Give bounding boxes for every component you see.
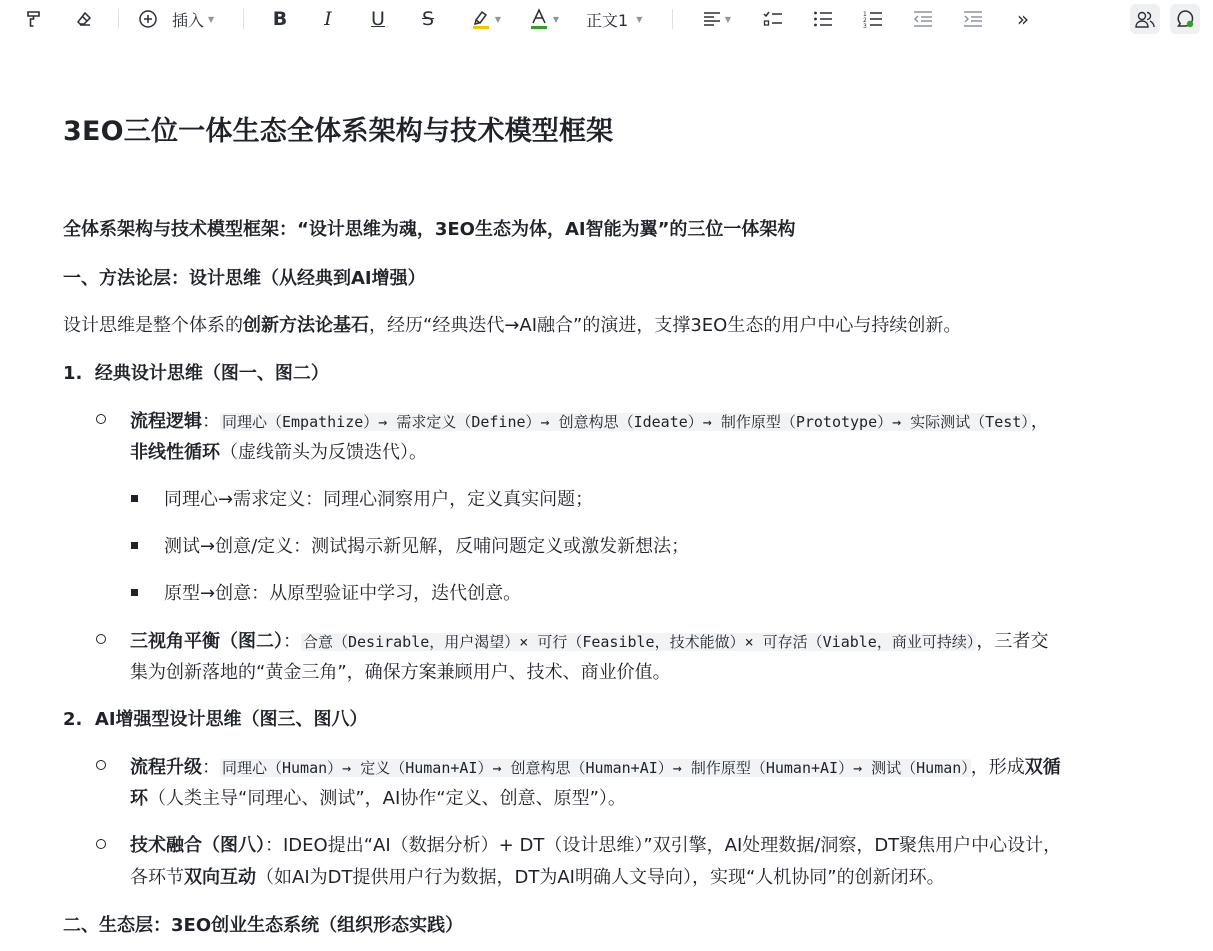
toolbar-separator [243,9,244,29]
square-bullet [131,542,138,549]
document-subtitle: 全体系架构与技术模型框架：“设计思维为魂，3EO生态为体，AI智能为翼”的三位一体架构 [63,219,796,240]
circle-bullet [96,634,106,644]
format-painter-icon[interactable] [22,6,46,32]
section1-heading: 一、方法论层：设计思维（从经典到AI增强） [63,268,426,289]
square-bullet [131,589,138,596]
svg-text:1: 1 [863,11,867,18]
text-style-select[interactable] [586,6,650,32]
underline-icon[interactable]: U [371,8,385,30]
list-item-1: 1. 经典设计思维（图一、图二） [63,363,329,384]
chevron-down-icon: ▼ [552,14,560,24]
circle-bullet [96,414,106,424]
circle-bullet [96,839,106,849]
svg-text:2: 2 [863,17,867,24]
list-item: 同理心→需求定义：同理心洞察用户，定义真实问题； [164,489,594,510]
flow-logic-line1: 流程逻辑： 同理心（Empathize）→ 需求定义（Define）→ 创意构思（Ideate）→ 制作原型（Prototype）→ 实际测试（Test） ， [130,411,1049,432]
indent-icon[interactable] [961,6,985,32]
fusion-line1: 技术融合（图八）：IDEO提出“AI（数据分析）+ DT（设计思维）”双引擎，AI处理数据/洞察，DT聚焦用户中心设计， [130,835,1062,856]
strikethrough-icon[interactable]: S [421,8,435,30]
bullet-list-icon[interactable] [811,6,835,32]
eraser-icon[interactable] [72,6,96,32]
list-item: 测试→创意/定义：测试揭示新见解，反哺问题定义或激发新想法； [164,536,690,557]
balance-line2: 集为创新落地的“黄金三角”，确保方案兼顾用户、技术、商业价值。 [130,662,671,683]
flow-logic-line2: 非线性循环（虚线箭头为反馈迭代）。 [130,442,427,463]
outdent-icon[interactable] [911,6,935,32]
more-icon[interactable]: » [1016,7,1030,31]
align-left-icon [703,11,721,27]
chevron-down-icon: ▼ [724,14,732,24]
insert-button[interactable] [138,6,222,32]
section2-heading: 二、生态层：3EO创业生态系统（组织形态实践） [63,915,464,936]
chevron-down-icon: ▼ [208,14,215,24]
section1-intro: 设计思维是整个体系的创新方法论基石，经历“经典迭代→AI融合”的演进，支撑3EO生态的用户中心与持续创新。 [63,315,962,336]
list-item: 原型→创意：从原型验证中学习，迭代创意。 [164,583,522,604]
fusion-line2: 各环节双向互动（如AI为DT提供用户行为数据，DT为AI明确人文导向），实现“人机协同”的创新闭环。 [130,867,945,888]
text-style-label: 正文1 [586,10,629,30]
balance-line1: 三视角平衡（图二）： 合意（Desirable，用户渴望）× 可行（Feasible，技术能做）× 可存活（Viable，商业可持续） ，三者交 [130,631,1049,652]
chevron-down-icon: ▼ [636,14,643,24]
upgrade-line2: 环（人类主导“同理心、测试”，AI协作“定义、创意、原型”）。 [130,788,626,809]
svg-text:3: 3 [863,23,867,28]
editor-toolbar [0,0,1213,38]
task-list-icon[interactable] [761,6,785,32]
comment-icon[interactable] [1170,4,1200,34]
toolbar-separator [672,9,673,29]
font-color-button[interactable] [526,6,562,32]
list-item-2: 2. AI增强型设计思维（图三、图八） [63,709,368,730]
collaborators-icon[interactable] [1130,4,1160,34]
numbered-list-icon[interactable] [861,6,885,32]
insert-label: 插入 [172,10,205,30]
align-button[interactable] [697,6,737,32]
bold-icon[interactable]: B [272,8,288,30]
circle-bullet [96,760,106,770]
plus-circle-icon [138,9,158,29]
document-title: 3EO三位一体生态全体系架构与技术模型框架 [63,116,614,147]
highlight-icon [471,8,491,30]
square-bullet [131,495,138,502]
italic-icon[interactable]: I [324,8,332,30]
highlight-button[interactable] [468,6,504,32]
chevron-down-icon: ▼ [494,14,502,24]
font-color-icon [529,8,549,30]
upgrade-line1: 流程升级： 同理心（Human）→ 定义（Human+AI）→ 创意构思（Human+AI）→ 制作原型（Human+AI）→ 测试（Human） ，形成双循 [130,757,1061,778]
toolbar-separator [118,9,119,29]
